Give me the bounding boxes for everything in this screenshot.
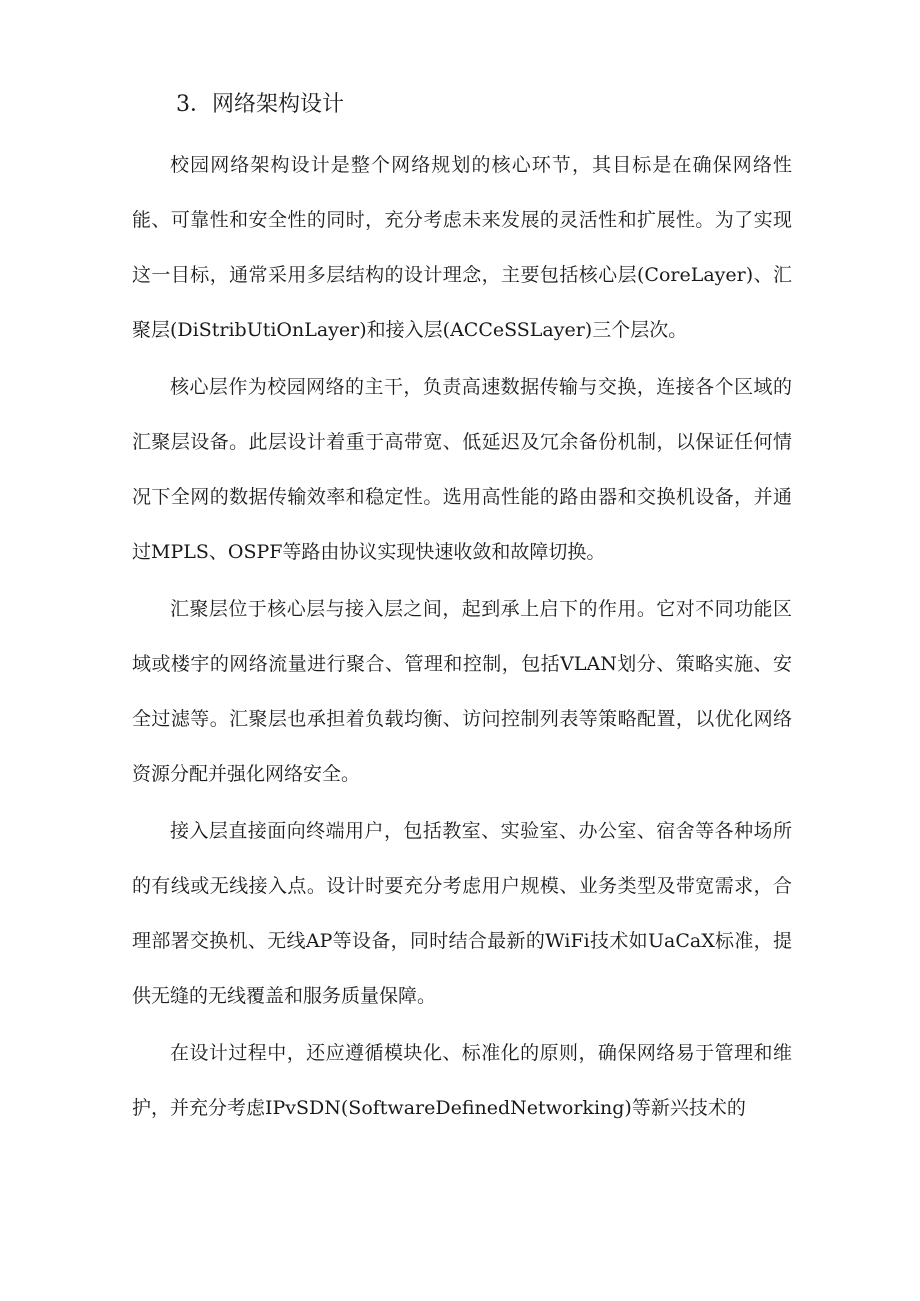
paragraph-design-principles: 在设计过程中，还应遵循模块化、标准化的原则，确保网络易于管理和维护，并充分考虑IPvSDN(SoftwareDefinedNetworking)等新兴技术的 [132, 1042, 792, 1119]
paragraph-core-layer: 核心层作为校园网络的主干，负责高速数据传输与交换，连接各个区域的汇聚层设备。此层设计着重于高带宽、低延迟及冗余备份机制，以保证任何情况下全网的数据传输效率和稳定性。选用高性能的路由器和交换机设备，并通过MPLS、OSPF等路由协议实现快速收敛和故障切换。 [132, 376, 792, 563]
section-heading: 3．网络架构设计 [176, 92, 344, 117]
paragraph-distribution-layer: 汇聚层位于核心层与接入层之间，起到承上启下的作用。它对不同功能区域或楼宇的网络流量进行聚合、管理和控制，包括VLAN划分、策略实施、安全过滤等。汇聚层也承担着负载均衡、访问控制列表等策略配置，以优化网络资源分配并强化网络安全。 [132, 598, 792, 785]
body-text [132, 138, 792, 1138]
paragraph-architecture-overview: 校园网络架构设计是整个网络规划的核心环节，其目标是在确保网络性能、可靠性和安全性的同时，充分考虑未来发展的灵活性和扩展性。为了实现这一目标，通常采用多层结构的设计理念，主要包括核心层(CoreLayer)、汇聚层(DiStribUtiOnLayer)和接入层(ACCeSSLayer)三个层次。 [132, 154, 792, 341]
paragraph-access-layer: 接入层直接面向终端用户，包括教室、实验室、办公室、宿舍等各种场所的有线或无线接入点。设计时要充分考虑用户规模、业务类型及带宽需求，合理部署交换机、无线AP等设备，同时结合最新的WiFi技术如UaCaX标准，提供无缝的无线覆盖和服务质量保障。 [132, 820, 792, 1007]
